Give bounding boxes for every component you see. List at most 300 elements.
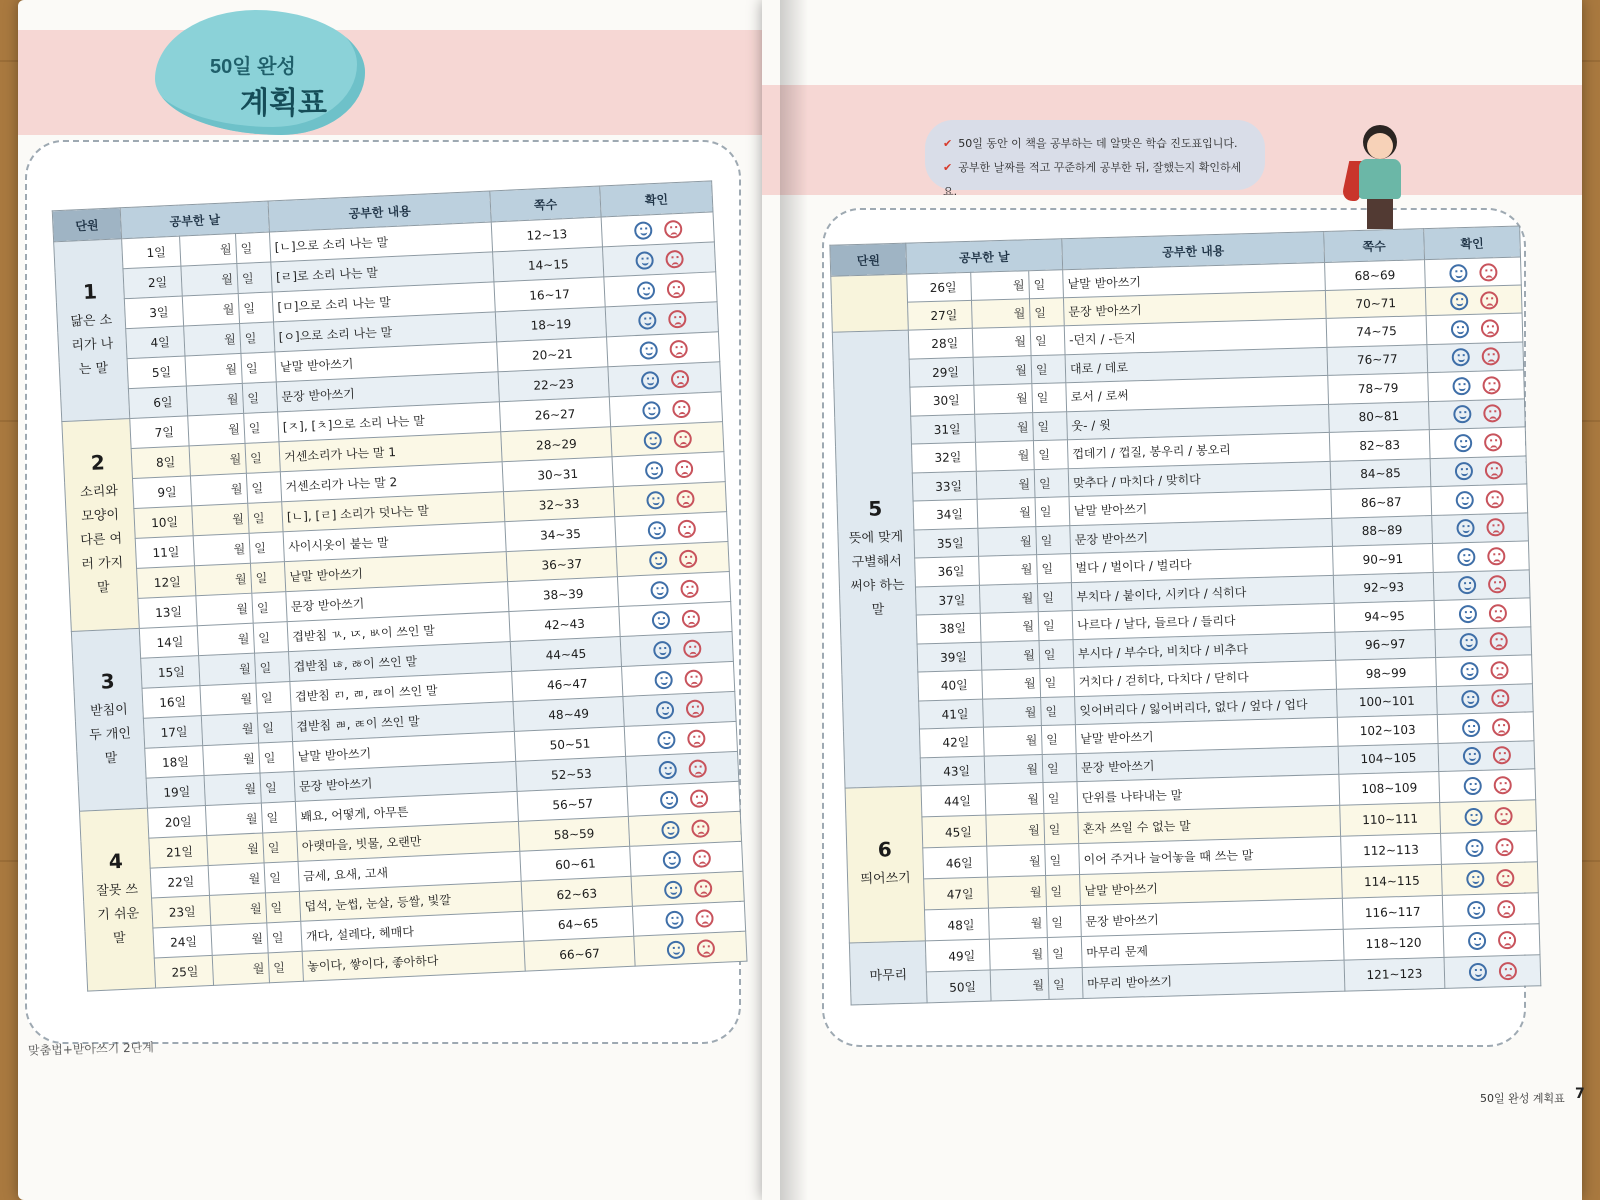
frowning-face-icon[interactable] bbox=[1489, 632, 1507, 650]
smiley-face-icon[interactable] bbox=[648, 550, 667, 569]
smiley-face-icon[interactable] bbox=[640, 371, 659, 390]
month-blank[interactable]: 월 bbox=[201, 713, 258, 746]
smiley-face-icon[interactable] bbox=[639, 341, 658, 360]
day-blank[interactable]: 일 bbox=[237, 262, 272, 294]
month-blank[interactable]: 월 bbox=[200, 683, 257, 716]
frowning-face-icon[interactable] bbox=[1491, 718, 1509, 736]
study-day: 47일 bbox=[924, 877, 989, 910]
day-blank[interactable]: 일 bbox=[259, 742, 294, 774]
frowning-face-icon[interactable] bbox=[677, 519, 696, 538]
study-day: 17일 bbox=[143, 716, 202, 749]
self-check bbox=[1436, 683, 1533, 714]
day-blank[interactable]: 일 bbox=[1044, 813, 1079, 845]
page-range: 80~81 bbox=[1329, 401, 1430, 432]
day-blank[interactable]: 일 bbox=[1031, 354, 1066, 383]
self-check bbox=[1443, 924, 1540, 958]
study-content: 로서 / 로써 bbox=[1066, 375, 1329, 411]
self-check bbox=[634, 931, 747, 966]
month-blank[interactable]: 월 bbox=[203, 743, 260, 776]
smiley-face-icon[interactable] bbox=[651, 610, 670, 629]
unit-number: 5 bbox=[867, 495, 883, 521]
month-blank[interactable]: 월 bbox=[976, 469, 1035, 499]
page-range: 76~77 bbox=[1327, 344, 1428, 375]
frowning-face-icon[interactable] bbox=[1481, 347, 1499, 365]
smiley-face-icon[interactable] bbox=[659, 790, 678, 809]
day-blank[interactable]: 일 bbox=[1032, 383, 1067, 412]
day-blank[interactable]: 일 bbox=[1045, 844, 1080, 876]
smiley-face-icon[interactable] bbox=[662, 850, 681, 869]
study-content: 문장 받아쓰기 bbox=[1070, 518, 1333, 554]
frowning-face-icon[interactable] bbox=[689, 789, 708, 808]
study-day: 34일 bbox=[913, 499, 978, 529]
day-blank[interactable]: 일 bbox=[244, 412, 279, 444]
month-blank[interactable]: 월 bbox=[990, 968, 1049, 1001]
smiley-face-icon[interactable] bbox=[642, 401, 661, 420]
frowning-face-icon[interactable] bbox=[665, 249, 684, 268]
month-blank[interactable]: 월 bbox=[181, 264, 238, 297]
study-day: 36일 bbox=[915, 556, 980, 586]
day-blank[interactable]: 일 bbox=[242, 382, 277, 414]
frowning-face-icon[interactable] bbox=[681, 609, 700, 628]
month-blank[interactable]: 월 bbox=[186, 383, 243, 416]
month-blank[interactable]: 월 bbox=[971, 271, 1030, 301]
page-range: 104~105 bbox=[1338, 743, 1439, 774]
self-check bbox=[1426, 313, 1523, 344]
self-check bbox=[1435, 626, 1532, 657]
page-range: 66~67 bbox=[524, 936, 635, 971]
frowning-face-icon[interactable] bbox=[678, 549, 697, 568]
smiley-face-icon[interactable] bbox=[656, 730, 675, 749]
frowning-face-icon[interactable] bbox=[1485, 490, 1503, 508]
smiley-face-icon[interactable] bbox=[652, 640, 671, 659]
study-content: 벌다 / 벌이다 / 벌리다 bbox=[1071, 546, 1334, 582]
day-blank[interactable]: 일 bbox=[264, 861, 299, 893]
month-blank[interactable]: 월 bbox=[971, 299, 1030, 329]
month-blank[interactable]: 월 bbox=[204, 773, 261, 806]
day-blank[interactable]: 일 bbox=[252, 592, 287, 624]
smiley-face-icon[interactable] bbox=[1461, 719, 1479, 737]
month-blank[interactable]: 월 bbox=[979, 583, 1038, 613]
smiley-face-icon[interactable] bbox=[1462, 747, 1480, 765]
frowning-face-icon[interactable] bbox=[671, 399, 690, 418]
day-blank[interactable]: 일 bbox=[260, 771, 295, 803]
month-blank[interactable]: 월 bbox=[196, 593, 253, 626]
smiley-face-icon[interactable] bbox=[635, 251, 654, 270]
day-blank[interactable]: 일 bbox=[265, 891, 300, 923]
month-blank[interactable]: 월 bbox=[975, 412, 1034, 442]
month-blank[interactable]: 월 bbox=[193, 533, 250, 566]
smiley-face-icon[interactable] bbox=[1449, 291, 1467, 309]
month-blank[interactable]: 월 bbox=[982, 669, 1041, 699]
page-range: 56~57 bbox=[517, 786, 628, 821]
self-check bbox=[1425, 257, 1522, 288]
day-blank[interactable]: 일 bbox=[257, 712, 292, 744]
study-day: 23일 bbox=[152, 895, 211, 928]
smiley-face-icon[interactable] bbox=[1464, 808, 1482, 826]
smiley-face-icon[interactable] bbox=[1454, 462, 1472, 480]
smiley-face-icon[interactable] bbox=[1465, 839, 1483, 857]
study-content: 마무리 문제 bbox=[1081, 929, 1344, 967]
month-blank[interactable]: 월 bbox=[207, 833, 264, 866]
study-content: 웃- / 윗 bbox=[1067, 404, 1330, 440]
footer-section-title: 50일 완성 계획표 bbox=[1480, 1092, 1565, 1105]
study-content: 낱말 받아쓰기 bbox=[1080, 867, 1343, 905]
study-content: [ㅇ]으로 소리 나는 말 bbox=[274, 312, 497, 352]
day-blank[interactable]: 일 bbox=[1039, 639, 1074, 668]
page-range: 36~37 bbox=[506, 547, 617, 582]
month-blank[interactable]: 월 bbox=[985, 783, 1044, 816]
smiley-face-icon[interactable] bbox=[633, 221, 652, 240]
smiley-face-icon[interactable] bbox=[1450, 320, 1468, 338]
frowning-face-icon[interactable] bbox=[1496, 900, 1514, 918]
smiley-face-icon[interactable] bbox=[658, 760, 677, 779]
unit-number: 1 bbox=[82, 278, 98, 304]
month-blank[interactable]: 월 bbox=[988, 906, 1047, 939]
study-day: 16일 bbox=[142, 686, 201, 719]
frowning-face-icon[interactable] bbox=[1486, 518, 1504, 536]
day-blank[interactable]: 일 bbox=[261, 801, 296, 833]
month-blank[interactable]: 월 bbox=[988, 875, 1047, 908]
month-blank[interactable]: 월 bbox=[185, 353, 242, 386]
day-blank[interactable]: 일 bbox=[1047, 937, 1082, 969]
smiley-face-icon[interactable] bbox=[661, 820, 680, 839]
month-blank[interactable]: 월 bbox=[184, 323, 241, 356]
day-blank[interactable]: 일 bbox=[235, 232, 270, 264]
study-day: 46일 bbox=[923, 846, 988, 879]
page-range: 46~47 bbox=[512, 667, 623, 702]
month-blank[interactable]: 월 bbox=[205, 803, 262, 836]
day-blank[interactable]: 일 bbox=[253, 622, 288, 654]
study-content: 문장 받아쓰기 bbox=[276, 372, 499, 412]
smiley-face-icon[interactable] bbox=[1449, 263, 1467, 281]
frowning-face-icon[interactable] bbox=[1498, 962, 1516, 980]
day-blank[interactable]: 일 bbox=[241, 352, 276, 384]
self-check bbox=[1431, 484, 1528, 515]
smiley-face-icon[interactable] bbox=[644, 460, 663, 479]
header-band bbox=[18, 30, 798, 135]
month-blank[interactable]: 월 bbox=[981, 640, 1040, 670]
study-day: 5일 bbox=[127, 356, 186, 389]
month-blank[interactable]: 월 bbox=[182, 294, 239, 327]
frowning-face-icon[interactable] bbox=[696, 939, 715, 958]
month-blank[interactable]: 월 bbox=[986, 814, 1045, 847]
smiley-face-icon[interactable] bbox=[637, 311, 656, 330]
study-day: 11일 bbox=[135, 536, 194, 569]
smiley-face-icon[interactable] bbox=[1460, 662, 1478, 680]
day-blank[interactable]: 일 bbox=[1034, 468, 1069, 497]
day-blank[interactable]: 일 bbox=[1037, 554, 1072, 583]
month-blank[interactable]: 월 bbox=[188, 413, 245, 446]
unit-cell bbox=[54, 239, 130, 422]
day-blank[interactable]: 일 bbox=[249, 532, 284, 564]
study-day: 12일 bbox=[137, 566, 196, 599]
day-blank[interactable]: 일 bbox=[1043, 782, 1078, 814]
smiley-face-icon[interactable] bbox=[1453, 434, 1471, 452]
frowning-face-icon[interactable] bbox=[667, 309, 686, 328]
self-check bbox=[1436, 655, 1533, 686]
day-blank[interactable]: 일 bbox=[1036, 525, 1071, 554]
day-blank[interactable]: 일 bbox=[246, 472, 281, 504]
month-blank[interactable]: 월 bbox=[983, 697, 1042, 727]
day-blank[interactable]: 일 bbox=[263, 831, 298, 863]
frowning-face-icon[interactable] bbox=[680, 579, 699, 598]
study-content: 단위를 나타내는 말 bbox=[1077, 774, 1340, 812]
page-range: 16~17 bbox=[494, 277, 605, 312]
study-content: -던지 / -든지 bbox=[1064, 318, 1327, 354]
month-blank[interactable]: 월 bbox=[180, 234, 237, 267]
frowning-face-icon[interactable] bbox=[686, 729, 705, 748]
frowning-face-icon[interactable] bbox=[1496, 869, 1514, 887]
study-day: 10일 bbox=[134, 506, 193, 539]
frowning-face-icon[interactable] bbox=[674, 459, 693, 478]
smiley-face-icon[interactable] bbox=[654, 670, 673, 689]
self-check bbox=[1429, 427, 1526, 458]
frowning-face-icon[interactable] bbox=[1479, 263, 1497, 281]
unit-cell bbox=[71, 628, 147, 811]
frowning-face-icon[interactable] bbox=[1493, 776, 1511, 794]
study-day: 29일 bbox=[909, 357, 974, 387]
frowning-face-icon[interactable] bbox=[663, 219, 682, 238]
frowning-face-icon[interactable] bbox=[1484, 461, 1502, 479]
header-date: 공부한 날 bbox=[906, 239, 1063, 274]
month-blank[interactable]: 월 bbox=[190, 473, 247, 506]
month-blank[interactable]: 월 bbox=[979, 555, 1038, 585]
frowning-face-icon[interactable] bbox=[693, 879, 712, 898]
self-check bbox=[1425, 285, 1522, 316]
month-blank[interactable]: 월 bbox=[199, 653, 256, 686]
month-blank[interactable]: 월 bbox=[980, 612, 1039, 642]
smiley-face-icon[interactable] bbox=[1459, 633, 1477, 651]
day-blank[interactable]: 일 bbox=[268, 951, 303, 983]
frowning-face-icon[interactable] bbox=[1487, 547, 1505, 565]
smiley-face-icon[interactable] bbox=[646, 490, 665, 509]
smiley-face-icon[interactable] bbox=[1453, 405, 1471, 423]
frowning-face-icon[interactable] bbox=[1495, 838, 1513, 856]
day-blank[interactable]: 일 bbox=[1046, 875, 1081, 907]
frowning-face-icon[interactable] bbox=[1482, 376, 1500, 394]
day-blank[interactable]: 일 bbox=[1041, 725, 1076, 754]
smiley-face-icon[interactable] bbox=[1457, 548, 1475, 566]
page-range: 86~87 bbox=[1331, 487, 1432, 518]
smiley-face-icon[interactable] bbox=[1467, 932, 1485, 950]
month-blank[interactable]: 월 bbox=[192, 503, 249, 536]
month-blank[interactable]: 월 bbox=[197, 623, 254, 656]
unit-number: 4 bbox=[108, 848, 124, 873]
day-blank[interactable]: 일 bbox=[1029, 270, 1064, 299]
study-content: 낱말 받아쓰기 bbox=[275, 342, 498, 382]
page-range: 92~93 bbox=[1333, 572, 1434, 603]
smiley-face-icon[interactable] bbox=[1451, 348, 1469, 366]
study-content: 금세, 요새, 고새 bbox=[298, 851, 521, 891]
frowning-face-icon[interactable] bbox=[685, 699, 704, 718]
study-content: 이어 주거나 늘어놓을 때 쓰는 말 bbox=[1079, 836, 1342, 874]
day-blank[interactable]: 일 bbox=[1033, 411, 1068, 440]
page-range: 38~39 bbox=[508, 577, 619, 612]
smiley-face-icon[interactable] bbox=[1466, 870, 1484, 888]
study-day: 40일 bbox=[918, 670, 983, 700]
smiley-face-icon[interactable] bbox=[1461, 690, 1479, 708]
frowning-face-icon[interactable] bbox=[666, 279, 685, 298]
page-range: 84~85 bbox=[1330, 458, 1431, 489]
month-blank[interactable]: 월 bbox=[977, 498, 1036, 528]
page-range: 98~99 bbox=[1336, 658, 1437, 689]
day-blank[interactable]: 일 bbox=[250, 562, 285, 594]
study-day: 18일 bbox=[145, 746, 204, 779]
study-content: [ㄴ]으로 소리 나는 말 bbox=[269, 222, 492, 262]
page-range: 116~117 bbox=[1342, 895, 1443, 929]
study-content: 거센소리가 나는 말 2 bbox=[280, 462, 503, 502]
study-content: [ㅁ]으로 소리 나는 말 bbox=[272, 282, 495, 322]
frowning-face-icon[interactable] bbox=[1483, 433, 1501, 451]
study-content: 겹받침 ㄳ, ㄵ, ㅄ이 쓰인 말 bbox=[287, 612, 510, 652]
frowning-face-icon[interactable] bbox=[1491, 689, 1509, 707]
self-check bbox=[1428, 398, 1525, 429]
frowning-face-icon[interactable] bbox=[688, 759, 707, 778]
month-blank[interactable]: 월 bbox=[987, 845, 1046, 878]
day-blank[interactable]: 일 bbox=[1038, 611, 1073, 640]
unit-cell bbox=[849, 941, 927, 1005]
day-blank[interactable]: 일 bbox=[1029, 298, 1064, 327]
smiley-face-icon[interactable] bbox=[655, 700, 674, 719]
month-blank[interactable]: 월 bbox=[189, 443, 246, 476]
day-blank[interactable]: 일 bbox=[1042, 753, 1077, 782]
page-range: 108~109 bbox=[1339, 771, 1440, 805]
smiley-face-icon[interactable] bbox=[643, 430, 662, 449]
frowning-face-icon[interactable] bbox=[1492, 746, 1510, 764]
page-range: 78~79 bbox=[1328, 373, 1429, 404]
smiley-face-icon[interactable] bbox=[1468, 963, 1486, 981]
self-check bbox=[1439, 769, 1536, 803]
page-range: 60~61 bbox=[520, 846, 631, 881]
month-blank[interactable]: 월 bbox=[989, 937, 1048, 970]
smiley-face-icon[interactable] bbox=[1457, 576, 1475, 594]
frowning-face-icon[interactable] bbox=[1487, 575, 1505, 593]
header-check: 확인 bbox=[600, 181, 713, 217]
instruction-line: ✔ 50일 동안 이 책을 공부하는 데 알맞은 학습 진도표입니다. bbox=[943, 137, 1238, 150]
smiley-face-icon[interactable] bbox=[650, 580, 669, 599]
day-blank[interactable]: 일 bbox=[1041, 696, 1076, 725]
frowning-face-icon[interactable] bbox=[1490, 661, 1508, 679]
study-day: 13일 bbox=[138, 596, 197, 629]
frowning-face-icon[interactable] bbox=[673, 429, 692, 448]
study-day: 14일 bbox=[139, 626, 198, 659]
frowning-face-icon[interactable] bbox=[684, 669, 703, 688]
day-blank[interactable]: 일 bbox=[240, 322, 275, 354]
frowning-face-icon[interactable] bbox=[670, 369, 689, 388]
day-blank[interactable]: 일 bbox=[1035, 497, 1070, 526]
day-blank[interactable]: 일 bbox=[267, 921, 302, 953]
frowning-face-icon[interactable] bbox=[695, 909, 714, 928]
study-day: 3일 bbox=[124, 296, 183, 329]
study-day: 6일 bbox=[128, 386, 187, 419]
study-content: 부치다 / 붙이다, 시키다 / 식히다 bbox=[1071, 575, 1334, 611]
month-blank[interactable]: 월 bbox=[209, 893, 266, 926]
header-pages: 쪽수 bbox=[490, 186, 601, 222]
frowning-face-icon[interactable] bbox=[669, 339, 688, 358]
month-blank[interactable]: 월 bbox=[195, 563, 252, 596]
month-blank[interactable]: 월 bbox=[978, 526, 1037, 556]
day-blank[interactable]: 일 bbox=[1030, 326, 1065, 355]
page-range: 112~113 bbox=[1341, 833, 1442, 867]
day-blank[interactable]: 일 bbox=[1046, 906, 1081, 938]
study-day: 37일 bbox=[915, 585, 980, 615]
frowning-face-icon[interactable] bbox=[1479, 291, 1497, 309]
frowning-face-icon[interactable] bbox=[1480, 319, 1498, 337]
smiley-face-icon[interactable] bbox=[1456, 519, 1474, 537]
frowning-face-icon[interactable] bbox=[1494, 807, 1512, 825]
page-range: 74~75 bbox=[1326, 316, 1427, 347]
month-blank[interactable]: 월 bbox=[974, 384, 1033, 414]
month-blank[interactable]: 월 bbox=[972, 327, 1031, 357]
study-day: 21일 bbox=[149, 836, 208, 869]
frowning-face-icon[interactable] bbox=[1497, 931, 1515, 949]
study-day: 25일 bbox=[154, 955, 213, 988]
day-blank[interactable]: 일 bbox=[1048, 968, 1083, 1000]
study-content: 맞추다 / 마치다 / 맞히다 bbox=[1068, 461, 1331, 497]
smiley-face-icon[interactable] bbox=[1466, 901, 1484, 919]
title-line1: 50일 완성 bbox=[210, 56, 296, 78]
month-blank[interactable]: 월 bbox=[973, 355, 1032, 385]
smiley-face-icon[interactable] bbox=[1463, 777, 1481, 795]
month-blank[interactable]: 월 bbox=[212, 953, 269, 986]
smiley-face-icon[interactable] bbox=[663, 880, 682, 899]
month-blank[interactable]: 월 bbox=[208, 863, 265, 896]
frowning-face-icon[interactable] bbox=[1483, 404, 1501, 422]
day-blank[interactable]: 일 bbox=[245, 442, 280, 474]
smiley-face-icon[interactable] bbox=[636, 281, 655, 300]
self-check bbox=[1441, 831, 1538, 865]
smiley-face-icon[interactable] bbox=[1458, 605, 1476, 623]
study-content: [ㅈ], [ㅊ]으로 소리 나는 말 bbox=[278, 402, 501, 442]
unit-name: 마무리 bbox=[869, 967, 908, 984]
smiley-face-icon[interactable] bbox=[647, 520, 666, 539]
day-blank[interactable]: 일 bbox=[255, 652, 290, 684]
day-blank[interactable]: 일 bbox=[1040, 668, 1075, 697]
day-blank[interactable]: 일 bbox=[248, 502, 283, 534]
month-blank[interactable]: 월 bbox=[975, 441, 1034, 471]
study-day: 32일 bbox=[911, 442, 976, 472]
left-plan-table-wrap bbox=[52, 180, 749, 1029]
study-content: 문장 받아쓰기 bbox=[286, 582, 509, 622]
frowning-face-icon[interactable] bbox=[692, 849, 711, 868]
frowning-face-icon[interactable] bbox=[676, 489, 695, 508]
study-content: 거치다 / 걷히다, 다치다 / 닫히다 bbox=[1074, 660, 1337, 696]
day-blank[interactable]: 일 bbox=[256, 682, 291, 714]
unit-cell bbox=[845, 786, 925, 943]
study-day: 7일 bbox=[130, 416, 189, 449]
frowning-face-icon[interactable] bbox=[682, 639, 701, 658]
study-day: 49일 bbox=[925, 939, 990, 972]
month-blank[interactable]: 월 bbox=[211, 923, 268, 956]
day-blank[interactable]: 일 bbox=[1033, 440, 1068, 469]
day-blank[interactable]: 일 bbox=[1037, 582, 1072, 611]
smiley-face-icon[interactable] bbox=[1452, 377, 1470, 395]
day-blank[interactable]: 일 bbox=[238, 292, 273, 324]
month-blank[interactable]: 월 bbox=[983, 726, 1042, 756]
smiley-face-icon[interactable] bbox=[665, 910, 684, 929]
unit-name: 닮은 소리가 나는 말 bbox=[70, 312, 114, 377]
page-range: 62~63 bbox=[521, 876, 632, 911]
smiley-face-icon[interactable] bbox=[1455, 491, 1473, 509]
page-range: 32~33 bbox=[503, 487, 614, 522]
month-blank[interactable]: 월 bbox=[984, 754, 1043, 784]
unit-name: 뜻에 맞게 구별해서 써야 하는 말 bbox=[848, 529, 905, 618]
frowning-face-icon[interactable] bbox=[1488, 604, 1506, 622]
frowning-face-icon[interactable] bbox=[691, 819, 710, 838]
smiley-face-icon[interactable] bbox=[666, 940, 685, 959]
page-range: 100~101 bbox=[1336, 686, 1437, 717]
page-range: 68~69 bbox=[1325, 260, 1426, 291]
